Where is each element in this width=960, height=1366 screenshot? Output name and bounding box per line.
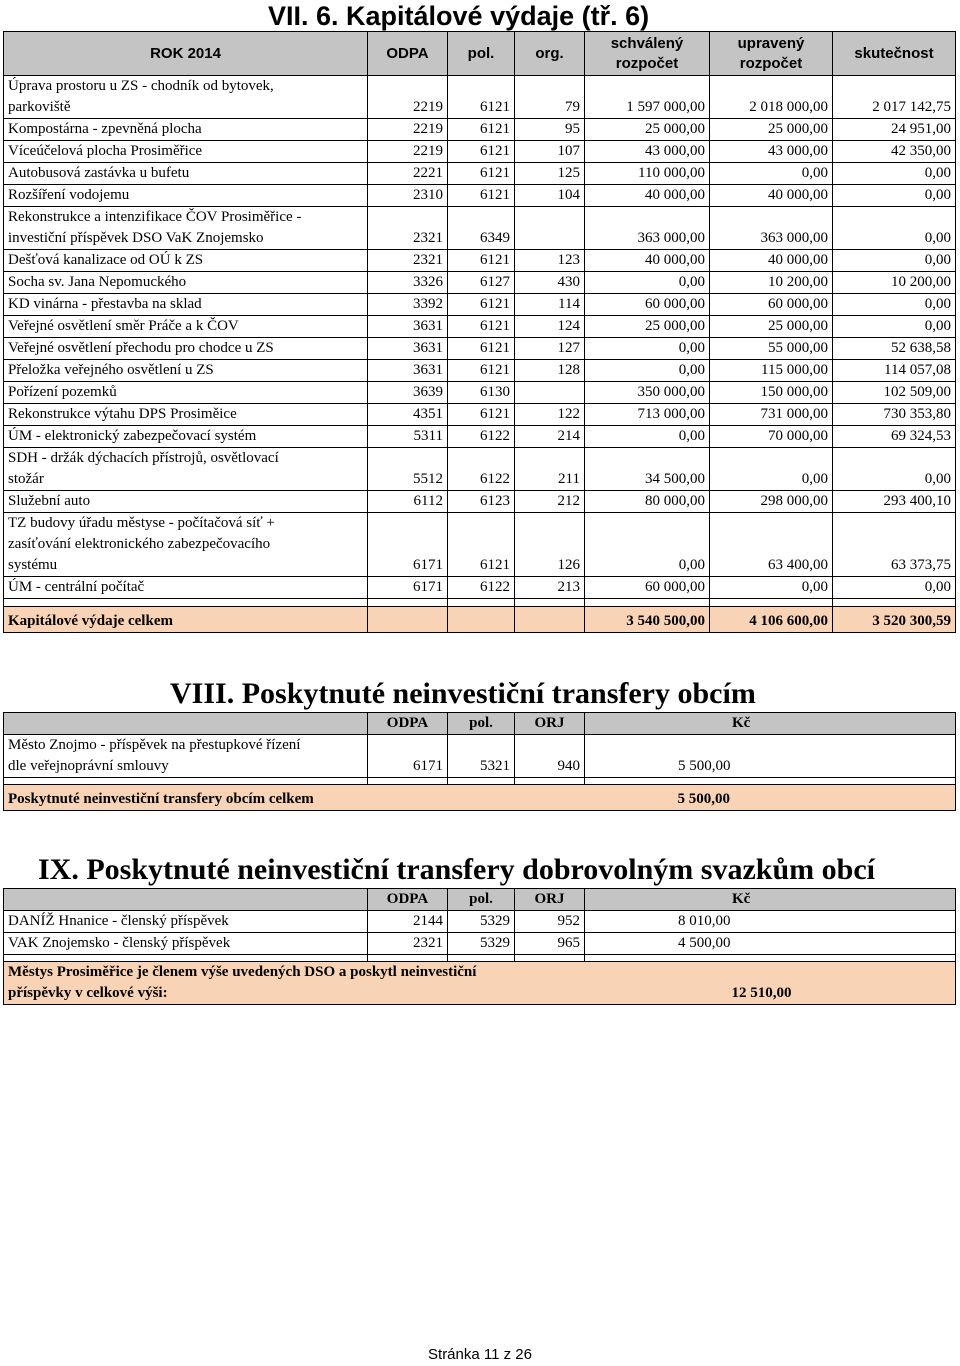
adjusted-budget-cell: 0,00 <box>710 163 833 185</box>
org-cell: 213 <box>515 577 585 599</box>
odpa-cell: 2321 <box>368 933 448 955</box>
item-name <box>4 207 368 250</box>
org-cell: 122 <box>515 404 585 426</box>
actual-cell: 0,00 <box>833 294 956 316</box>
item-name-line: systému <box>8 557 58 573</box>
item-name <box>4 119 368 141</box>
odpa-cell: 5512 <box>368 448 448 491</box>
total-approved: 3 540 500,00 <box>585 607 710 633</box>
approved-budget-cell: 110 000,00 <box>585 163 710 185</box>
actual-cell: 730 353,80 <box>833 404 956 426</box>
spacer-cell <box>4 778 368 785</box>
item-name <box>4 382 368 404</box>
odpa-cell: 2321 <box>368 207 448 250</box>
item-name <box>4 316 368 338</box>
item-name-line: Socha sv. Jana Nepomuckého <box>8 274 187 290</box>
header-kc <box>585 713 956 735</box>
approved-budget-cell: 0,00 <box>585 426 710 448</box>
total-amount: 5 500,00 <box>585 785 956 811</box>
header-odpa: ODPA <box>368 713 448 735</box>
approved-budget-cell: 43 000,00 <box>585 141 710 163</box>
item-name-line: Služební auto <box>8 493 91 509</box>
table-row <box>4 76 956 119</box>
table-row <box>4 207 956 250</box>
approved-budget-cell: 40 000,00 <box>585 250 710 272</box>
total-label: Poskytnuté neinvestiční transfery obcím celkem <box>4 785 368 811</box>
odpa-cell: 6112 <box>368 491 448 513</box>
amount-cell: 5 500,00 <box>585 735 956 778</box>
header-odpa: ODPA <box>368 32 448 76</box>
org-cell: 127 <box>515 338 585 360</box>
transfers-municipalities-table <box>3 712 956 811</box>
item-name-line: Přeložka veřejného osvětlení u ZS <box>8 362 214 378</box>
total-amount: 12 510,00 <box>585 962 956 1005</box>
total-row <box>4 607 956 633</box>
approved-budget-cell: 1 597 000,00 <box>585 76 710 119</box>
adjusted-budget-cell: 298 000,00 <box>710 491 833 513</box>
adjusted-budget-cell: 0,00 <box>710 577 833 599</box>
header-upraveny-line1: upravený <box>737 34 805 52</box>
table-row <box>4 360 956 382</box>
actual-cell: 10 200,00 <box>833 272 956 294</box>
pol-cell: 5329 <box>448 911 515 933</box>
item-name <box>4 735 368 778</box>
odpa-cell: 2321 <box>368 250 448 272</box>
item-name <box>4 513 368 577</box>
table-row <box>4 911 956 933</box>
adjusted-budget-cell: 55 000,00 <box>710 338 833 360</box>
header-kc-label: Kč <box>732 715 751 731</box>
approved-budget-cell: 25 000,00 <box>585 316 710 338</box>
adjusted-budget-cell: 63 400,00 <box>710 513 833 577</box>
table-row <box>4 316 956 338</box>
actual-cell: 0,00 <box>833 316 956 338</box>
table-row <box>4 141 956 163</box>
adjusted-budget-cell: 731 000,00 <box>710 404 833 426</box>
item-name-line: investiční příspěvek DSO VaK Znojemsko <box>8 230 264 246</box>
pol-cell: 6122 <box>448 426 515 448</box>
section-ix-title: IX. Poskytnuté neinvestiční transfery dobrovolným svazkům obcí <box>38 853 875 886</box>
spacer-cell <box>368 955 448 962</box>
actual-cell: 42 350,00 <box>833 141 956 163</box>
item-name-line: ÚM - elektronický zabezpečovací systém <box>8 428 257 444</box>
table-row <box>4 426 956 448</box>
actual-cell: 114 057,08 <box>833 360 956 382</box>
pol-cell: 6121 <box>448 76 515 119</box>
total-empty <box>515 607 585 633</box>
actual-cell: 102 509,00 <box>833 382 956 404</box>
approved-budget-cell: 0,00 <box>585 360 710 382</box>
total-empty <box>368 785 448 811</box>
odpa-cell: 2310 <box>368 185 448 207</box>
adjusted-budget-cell: 40 000,00 <box>710 250 833 272</box>
org-cell: 114 <box>515 294 585 316</box>
adjusted-budget-cell: 60 000,00 <box>710 294 833 316</box>
item-name-line: Rekonstrukce výtahu DPS Prosiměice <box>8 406 237 422</box>
odpa-cell: 6171 <box>368 735 448 778</box>
item-name <box>4 360 368 382</box>
item-name-line: Autobusová zastávka u bufetu <box>8 165 190 181</box>
pol-cell: 6121 <box>448 163 515 185</box>
header-skutecnost: skutečnost <box>833 32 956 76</box>
pol-cell: 6122 <box>448 577 515 599</box>
header-upraveny-line2: rozpočet <box>739 54 803 72</box>
actual-cell: 24 951,00 <box>833 119 956 141</box>
org-cell: 214 <box>515 426 585 448</box>
item-name <box>4 141 368 163</box>
total-row <box>4 785 956 811</box>
actual-cell: 0,00 <box>833 448 956 491</box>
odpa-cell: 2219 <box>368 76 448 119</box>
odpa-cell: 3631 <box>368 316 448 338</box>
spacer-row <box>4 955 956 962</box>
org-cell: 126 <box>515 513 585 577</box>
odpa-cell: 6171 <box>368 577 448 599</box>
amount-cell: 8 010,00 <box>585 911 956 933</box>
odpa-cell: 6171 <box>368 513 448 577</box>
item-name <box>4 294 368 316</box>
header-orj: ORJ <box>515 889 585 911</box>
adjusted-budget-cell: 10 200,00 <box>710 272 833 294</box>
approved-budget-cell: 0,00 <box>585 338 710 360</box>
actual-cell: 63 373,75 <box>833 513 956 577</box>
actual-cell: 69 324,53 <box>833 426 956 448</box>
pol-cell: 6121 <box>448 141 515 163</box>
table-row <box>4 338 956 360</box>
org-cell: 124 <box>515 316 585 338</box>
spacer-cell <box>448 955 515 962</box>
pol-cell: 6121 <box>448 250 515 272</box>
header-kc-label: Kč <box>732 891 751 907</box>
org-cell: 123 <box>515 250 585 272</box>
approved-budget-cell: 60 000,00 <box>585 294 710 316</box>
page-footer: Stránka 11 z 26 <box>428 1346 532 1363</box>
table-row <box>4 185 956 207</box>
total-label: Kapitálové výdaje celkem <box>4 607 368 633</box>
pol-cell: 6121 <box>448 185 515 207</box>
item-name-line: Rekonstrukce a intenzifikace ČOV Prosiměřice - <box>8 209 302 225</box>
item-name-line: dle veřejnoprávní smlouvy <box>8 758 169 774</box>
item-name <box>4 448 368 491</box>
item-name <box>4 338 368 360</box>
actual-cell: 0,00 <box>833 250 956 272</box>
odpa-cell: 2219 <box>368 119 448 141</box>
section-viii-title: VIII. Poskytnuté neinvestiční transfery obcím <box>170 677 756 710</box>
org-cell: 430 <box>515 272 585 294</box>
total-actual: 3 520 300,59 <box>833 607 956 633</box>
header-pol: pol. <box>448 889 515 911</box>
orj-cell: 940 <box>515 735 585 778</box>
table-header-row <box>4 32 956 76</box>
org-cell: 107 <box>515 141 585 163</box>
spacer-cell <box>4 599 368 607</box>
odpa-cell: 2144 <box>368 911 448 933</box>
spacer-cell <box>585 955 956 962</box>
item-name <box>4 404 368 426</box>
item-name: DANÍŽ Hnanice - členský příspěvek <box>4 911 368 933</box>
spacer-cell <box>448 599 515 607</box>
table-row <box>4 448 956 491</box>
approved-budget-cell: 40 000,00 <box>585 185 710 207</box>
item-name-line: KD vinárna - přestavba na sklad <box>8 296 202 312</box>
item-name <box>4 426 368 448</box>
odpa-cell: 3392 <box>368 294 448 316</box>
pol-cell: 5329 <box>448 933 515 955</box>
header-pol: pol. <box>448 32 515 76</box>
pol-cell: 6122 <box>448 448 515 491</box>
org-cell: 104 <box>515 185 585 207</box>
approved-budget-cell: 60 000,00 <box>585 577 710 599</box>
org-cell: 95 <box>515 119 585 141</box>
amount-cell: 4 500,00 <box>585 933 956 955</box>
actual-cell: 293 400,10 <box>833 491 956 513</box>
total-empty <box>448 785 515 811</box>
adjusted-budget-cell: 150 000,00 <box>710 382 833 404</box>
item-name <box>4 76 368 119</box>
item-name-line: ÚM - centrální počítač <box>8 579 145 595</box>
pol-cell: 6121 <box>448 316 515 338</box>
total-label-line: příspěvky v celkové výši: <box>8 985 168 1001</box>
total-empty <box>368 607 448 633</box>
header-kc <box>585 889 956 911</box>
pol-cell: 6121 <box>448 294 515 316</box>
pol-cell: 6121 <box>448 360 515 382</box>
item-name-line: Úprava prostoru u ZS - chodník od bytovek, <box>8 78 274 94</box>
table-header-row <box>4 713 956 735</box>
spacer-cell <box>515 599 585 607</box>
item-name-line: zasíťování elektronického zabezpečovacího <box>8 536 271 552</box>
item-name-line: Kompostárna - zpevněná plocha <box>8 121 202 137</box>
transfers-associations-table <box>3 888 956 1005</box>
item-name-line: Víceúčelová plocha Prosiměřice <box>8 143 203 159</box>
pol-cell: 6121 <box>448 404 515 426</box>
item-name <box>4 185 368 207</box>
actual-cell: 52 638,58 <box>833 338 956 360</box>
adjusted-budget-cell: 2 018 000,00 <box>710 76 833 119</box>
header-upraveny <box>710 32 833 76</box>
table-row <box>4 404 956 426</box>
org-cell <box>515 207 585 250</box>
spacer-cell <box>515 955 585 962</box>
table-row <box>4 163 956 185</box>
actual-cell: 0,00 <box>833 207 956 250</box>
spacer-cell <box>4 955 368 962</box>
spacer-cell <box>585 778 956 785</box>
actual-cell: 0,00 <box>833 163 956 185</box>
pol-cell: 5321 <box>448 735 515 778</box>
total-adjusted: 4 106 600,00 <box>710 607 833 633</box>
spacer-cell <box>833 599 956 607</box>
table-row <box>4 272 956 294</box>
table-header-row <box>4 889 956 911</box>
spacer-row <box>4 599 956 607</box>
adjusted-budget-cell: 70 000,00 <box>710 426 833 448</box>
odpa-cell: 2219 <box>368 141 448 163</box>
adjusted-budget-cell: 40 000,00 <box>710 185 833 207</box>
table-row <box>4 250 956 272</box>
pol-cell: 6121 <box>448 119 515 141</box>
orj-cell: 952 <box>515 911 585 933</box>
odpa-cell: 2221 <box>368 163 448 185</box>
item-name-line: Dešťová kanalizace od OÚ k ZS <box>8 252 204 268</box>
odpa-cell: 3631 <box>368 338 448 360</box>
item-name-line: TZ budovy úřadu městyse - počítačová síť + <box>8 515 275 531</box>
adjusted-budget-cell: 115 000,00 <box>710 360 833 382</box>
odpa-cell: 5311 <box>368 426 448 448</box>
spacer-cell <box>448 778 515 785</box>
item-name-line: Město Znojmo - příspěvek na přestupkové řízení <box>8 737 301 753</box>
item-name <box>4 163 368 185</box>
approved-budget-cell: 0,00 <box>585 272 710 294</box>
approved-budget-cell: 350 000,00 <box>585 382 710 404</box>
odpa-cell: 4351 <box>368 404 448 426</box>
capital-expenditure-table <box>3 31 956 633</box>
item-name: VAK Znojemsko - členský příspěvek <box>4 933 368 955</box>
header-schvaleny <box>585 32 710 76</box>
table-row <box>4 577 956 599</box>
item-name <box>4 272 368 294</box>
table-row <box>4 735 956 778</box>
total-empty <box>515 785 585 811</box>
pol-cell: 6121 <box>448 338 515 360</box>
item-name-line: Veřejné osvětlení přechodu pro chodce u ZS <box>8 340 274 356</box>
table-row <box>4 491 956 513</box>
item-name-line: Rozšíření vodojemu <box>8 187 130 203</box>
header-empty <box>4 713 368 735</box>
pol-cell: 6349 <box>448 207 515 250</box>
actual-cell: 0,00 <box>833 185 956 207</box>
item-name <box>4 577 368 599</box>
org-cell <box>515 382 585 404</box>
approved-budget-cell: 34 500,00 <box>585 448 710 491</box>
total-row <box>4 962 956 1005</box>
approved-budget-cell: 25 000,00 <box>585 119 710 141</box>
adjusted-budget-cell: 25 000,00 <box>710 119 833 141</box>
section-vii-title: VII. 6. Kapitálové výdaje (tř. 6) <box>268 1 650 31</box>
org-cell: 128 <box>515 360 585 382</box>
spacer-cell <box>710 599 833 607</box>
total-label-line: Městys Prosiměřice je členem výše uvedených DSO a poskytl neinvestiční <box>8 964 477 980</box>
item-name-line: stožár <box>8 471 44 487</box>
spacer-cell <box>585 599 710 607</box>
org-cell: 212 <box>515 491 585 513</box>
total-label <box>4 962 585 1005</box>
table-row <box>4 382 956 404</box>
actual-cell: 2 017 142,75 <box>833 76 956 119</box>
adjusted-budget-cell: 43 000,00 <box>710 141 833 163</box>
spacer-cell <box>368 599 448 607</box>
adjusted-budget-cell: 0,00 <box>710 448 833 491</box>
item-name-line: parkoviště <box>8 99 71 115</box>
header-pol: pol. <box>448 713 515 735</box>
spacer-row <box>4 778 956 785</box>
spacer-cell <box>368 778 448 785</box>
header-org: org. <box>515 32 585 76</box>
org-cell: 125 <box>515 163 585 185</box>
item-name-line: Pořízení pozemků <box>8 384 117 400</box>
item-name-line: Veřejné osvětlení směr Práče a k ČOV <box>8 318 239 334</box>
org-cell: 211 <box>515 448 585 491</box>
pol-cell: 6123 <box>448 491 515 513</box>
odpa-cell: 3631 <box>368 360 448 382</box>
adjusted-budget-cell: 25 000,00 <box>710 316 833 338</box>
table-row <box>4 513 956 577</box>
actual-cell: 0,00 <box>833 577 956 599</box>
approved-budget-cell: 80 000,00 <box>585 491 710 513</box>
orj-cell: 965 <box>515 933 585 955</box>
approved-budget-cell: 0,00 <box>585 513 710 577</box>
pol-cell: 6121 <box>448 513 515 577</box>
header-schvaleny-line2: rozpočet <box>615 54 679 72</box>
table-row <box>4 294 956 316</box>
item-name <box>4 250 368 272</box>
approved-budget-cell: 363 000,00 <box>585 207 710 250</box>
pol-cell: 6130 <box>448 382 515 404</box>
org-cell: 79 <box>515 76 585 119</box>
header-orj: ORJ <box>515 713 585 735</box>
table-row <box>4 933 956 955</box>
header-empty <box>4 889 368 911</box>
item-name <box>4 491 368 513</box>
odpa-cell: 3326 <box>368 272 448 294</box>
header-odpa: ODPA <box>368 889 448 911</box>
total-empty <box>448 607 515 633</box>
table-row <box>4 119 956 141</box>
item-name-line: SDH - držák dýchacích přístrojů, osvětlovací <box>8 450 279 466</box>
spacer-cell <box>515 778 585 785</box>
header-rok: ROK 2014 <box>4 32 368 76</box>
header-schvaleny-line1: schválený <box>610 34 684 52</box>
odpa-cell: 3639 <box>368 382 448 404</box>
pol-cell: 6127 <box>448 272 515 294</box>
approved-budget-cell: 713 000,00 <box>585 404 710 426</box>
adjusted-budget-cell: 363 000,00 <box>710 207 833 250</box>
